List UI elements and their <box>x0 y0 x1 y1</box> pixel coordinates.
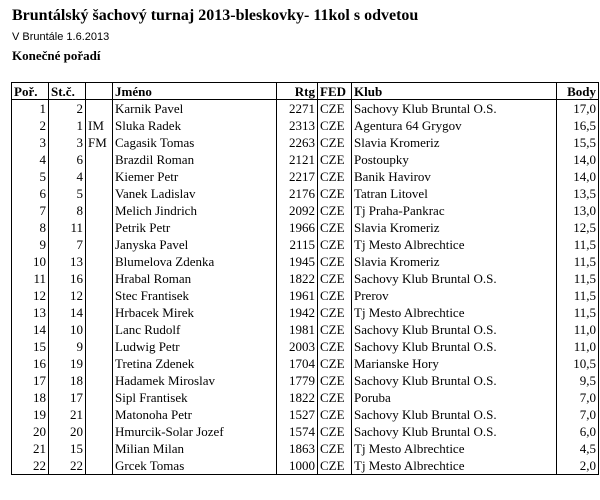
cell-fed: CZE <box>318 134 352 151</box>
cell-club: Agentura 64 Grygov <box>352 117 557 134</box>
cell-title <box>86 440 113 457</box>
cell-points: 2,0 <box>557 457 599 475</box>
cell-name: Kiemer Petr <box>113 168 277 185</box>
cell-fed: CZE <box>318 406 352 423</box>
cell-fed: CZE <box>318 321 352 338</box>
col-header-start-no: St.č. <box>49 83 86 100</box>
cell-title <box>86 406 113 423</box>
cell-points: 11,5 <box>557 270 599 287</box>
cell-title <box>86 457 113 475</box>
cell-start-no: 3 <box>49 134 86 151</box>
cell-rank: 8 <box>12 219 49 236</box>
cell-points: 11,5 <box>557 253 599 270</box>
cell-name: Karnik Pavel <box>113 100 277 118</box>
cell-points: 9,5 <box>557 372 599 389</box>
cell-rank: 22 <box>12 457 49 475</box>
cell-rating: 1527 <box>277 406 318 423</box>
cell-rank: 11 <box>12 270 49 287</box>
col-header-club: Klub <box>352 83 557 100</box>
cell-title <box>86 100 113 118</box>
cell-name: Tretina Zdenek <box>113 355 277 372</box>
cell-start-no: 20 <box>49 423 86 440</box>
cell-rating: 1822 <box>277 389 318 406</box>
cell-start-no: 10 <box>49 321 86 338</box>
cell-rank: 9 <box>12 236 49 253</box>
col-header-rank: Poř. <box>12 83 49 100</box>
cell-start-no: 1 <box>49 117 86 134</box>
standings-caption: Konečné pořadí <box>12 48 101 63</box>
cell-start-no: 2 <box>49 100 86 118</box>
cell-name: Cagasik Tomas <box>113 134 277 151</box>
cell-rank: 5 <box>12 168 49 185</box>
cell-fed: CZE <box>318 355 352 372</box>
cell-club: Tj Mesto Albrechtice <box>352 440 557 457</box>
cell-club: Tj Mesto Albrechtice <box>352 457 557 475</box>
cell-club: Sachovy Klub Bruntal O.S. <box>352 406 557 423</box>
cell-rank: 13 <box>12 304 49 321</box>
cell-name: Janyska Pavel <box>113 236 277 253</box>
cell-rank: 6 <box>12 185 49 202</box>
cell-rank: 15 <box>12 338 49 355</box>
cell-name: Matonoha Petr <box>113 406 277 423</box>
cell-rank: 7 <box>12 202 49 219</box>
cell-rating: 2121 <box>277 151 318 168</box>
cell-rating: 1779 <box>277 372 318 389</box>
cell-name: Blumelova Zdenka <box>113 253 277 270</box>
cell-fed: CZE <box>318 440 352 457</box>
cell-points: 13,5 <box>557 185 599 202</box>
cell-points: 7,0 <box>557 389 599 406</box>
cell-rank: 4 <box>12 151 49 168</box>
cell-rank: 17 <box>12 372 49 389</box>
cell-start-no: 14 <box>49 304 86 321</box>
cell-points: 11,0 <box>557 338 599 355</box>
cell-start-no: 4 <box>49 168 86 185</box>
col-header-points: Body <box>557 83 599 100</box>
cell-title <box>86 287 113 304</box>
cell-rank: 20 <box>12 423 49 440</box>
cell-points: 11,5 <box>557 304 599 321</box>
cell-fed: CZE <box>318 202 352 219</box>
cell-title <box>86 304 113 321</box>
cell-rating: 1863 <box>277 440 318 457</box>
table-row <box>12 202 599 219</box>
cell-club: Slavia Kromeriz <box>352 253 557 270</box>
cell-title <box>86 253 113 270</box>
cell-name: Hadamek Miroslav <box>113 372 277 389</box>
cell-name: Melich Jindrich <box>113 202 277 219</box>
cell-title <box>86 151 113 168</box>
cell-rating: 1704 <box>277 355 318 372</box>
cell-title <box>86 389 113 406</box>
cell-start-no: 11 <box>49 219 86 236</box>
cell-points: 17,0 <box>557 100 599 118</box>
cell-name: Milian Milan <box>113 440 277 457</box>
cell-club: Sachovy Klub Bruntal O.S. <box>352 100 557 118</box>
cell-name: Vanek Ladislav <box>113 185 277 202</box>
standings-body <box>12 100 599 475</box>
tournament-date-place: V Bruntále 1.6.2013 <box>12 31 110 43</box>
table-row <box>12 117 599 134</box>
table-row <box>12 321 599 338</box>
cell-title <box>86 168 113 185</box>
cell-club: Poruba <box>352 389 557 406</box>
cell-fed: CZE <box>318 236 352 253</box>
cell-name: Sipl Frantisek <box>113 389 277 406</box>
cell-start-no: 18 <box>49 372 86 389</box>
cell-name: Ludwig Petr <box>113 338 277 355</box>
cell-fed: CZE <box>318 423 352 440</box>
cell-start-no: 13 <box>49 253 86 270</box>
cell-fed: CZE <box>318 338 352 355</box>
cell-start-no: 7 <box>49 236 86 253</box>
cell-rank: 10 <box>12 253 49 270</box>
cell-title <box>86 202 113 219</box>
cell-points: 11,5 <box>557 287 599 304</box>
table-row <box>12 406 599 423</box>
cell-club: Prerov <box>352 287 557 304</box>
cell-title <box>86 236 113 253</box>
cell-club: Slavia Kromeriz <box>352 219 557 236</box>
cell-title <box>86 423 113 440</box>
cell-start-no: 21 <box>49 406 86 423</box>
cell-club: Sachovy Klub Bruntal O.S. <box>352 321 557 338</box>
cell-name: Grcek Tomas <box>113 457 277 475</box>
cell-fed: CZE <box>318 253 352 270</box>
col-header-rating: Rtg <box>277 83 318 100</box>
cell-rank: 12 <box>12 287 49 304</box>
cell-points: 12,5 <box>557 219 599 236</box>
cell-points: 16,5 <box>557 117 599 134</box>
cell-name: Petrik Petr <box>113 219 277 236</box>
cell-points: 10,5 <box>557 355 599 372</box>
col-header-name: Jméno <box>113 83 277 100</box>
cell-points: 11,0 <box>557 321 599 338</box>
cell-rating: 1000 <box>277 457 318 475</box>
cell-points: 14,0 <box>557 168 599 185</box>
cell-fed: CZE <box>318 287 352 304</box>
cell-fed: CZE <box>318 304 352 321</box>
table-row <box>12 219 599 236</box>
table-row <box>12 168 599 185</box>
cell-club: Tj Mesto Albrechtice <box>352 236 557 253</box>
cell-rank: 18 <box>12 389 49 406</box>
cell-rating: 2217 <box>277 168 318 185</box>
cell-points: 15,5 <box>557 134 599 151</box>
cell-club: Postoupky <box>352 151 557 168</box>
cell-rating: 1981 <box>277 321 318 338</box>
cell-rank: 3 <box>12 134 49 151</box>
cell-rating: 2176 <box>277 185 318 202</box>
cell-start-no: 15 <box>49 440 86 457</box>
cell-rank: 19 <box>12 406 49 423</box>
cell-points: 6,0 <box>557 423 599 440</box>
table-row <box>12 423 599 440</box>
cell-fed: CZE <box>318 389 352 406</box>
cell-rating: 1945 <box>277 253 318 270</box>
cell-name: Hmurcik-Solar Jozef <box>113 423 277 440</box>
cell-start-no: 6 <box>49 151 86 168</box>
cell-fed: CZE <box>318 100 352 118</box>
cell-title <box>86 355 113 372</box>
cell-club: Tj Praha-Pankrac <box>352 202 557 219</box>
cell-start-no: 19 <box>49 355 86 372</box>
cell-rank: 14 <box>12 321 49 338</box>
cell-rating: 1942 <box>277 304 318 321</box>
cell-title <box>86 185 113 202</box>
cell-rank: 16 <box>12 355 49 372</box>
cell-rank: 1 <box>12 100 49 118</box>
col-header-title <box>86 83 113 100</box>
cell-name: Stec Frantisek <box>113 287 277 304</box>
table-row <box>12 440 599 457</box>
cell-start-no: 12 <box>49 287 86 304</box>
cell-name: Hrbacek Mirek <box>113 304 277 321</box>
table-row <box>12 236 599 253</box>
cell-title: IM <box>86 117 113 134</box>
cell-start-no: 5 <box>49 185 86 202</box>
cell-club: Tj Mesto Albrechtice <box>352 304 557 321</box>
cell-rating: 1966 <box>277 219 318 236</box>
cell-rating: 2092 <box>277 202 318 219</box>
page-title: Bruntálský šachový turnaj 2013-bleskovky- 11kol s odvetou <box>12 7 419 24</box>
table-row <box>12 457 599 475</box>
cell-club: Sachovy Klub Bruntal O.S. <box>352 338 557 355</box>
cell-rating: 2115 <box>277 236 318 253</box>
cell-rating: 2263 <box>277 134 318 151</box>
table-row <box>12 270 599 287</box>
cell-club: Sachovy Klub Bruntal O.S. <box>352 423 557 440</box>
cell-points: 14,0 <box>557 151 599 168</box>
cell-points: 11,5 <box>557 236 599 253</box>
cell-title <box>86 338 113 355</box>
cell-fed: CZE <box>318 372 352 389</box>
cell-fed: CZE <box>318 151 352 168</box>
cell-title: FM <box>86 134 113 151</box>
cell-points: 13,0 <box>557 202 599 219</box>
cell-club: Tatran Litovel <box>352 185 557 202</box>
cell-fed: CZE <box>318 168 352 185</box>
cell-points: 4,5 <box>557 440 599 457</box>
cell-name: Hrabal Roman <box>113 270 277 287</box>
cell-title <box>86 321 113 338</box>
cell-fed: CZE <box>318 219 352 236</box>
cell-fed: CZE <box>318 185 352 202</box>
cell-start-no: 17 <box>49 389 86 406</box>
cell-club: Sachovy Klub Bruntal O.S. <box>352 270 557 287</box>
cell-name: Sluka Radek <box>113 117 277 134</box>
table-row <box>12 372 599 389</box>
cell-start-no: 9 <box>49 338 86 355</box>
cell-club: Slavia Kromeriz <box>352 134 557 151</box>
cell-club: Marianske Hory <box>352 355 557 372</box>
cell-fed: CZE <box>318 457 352 475</box>
cell-rating: 2313 <box>277 117 318 134</box>
table-header-row <box>12 83 599 100</box>
table-row <box>12 100 599 118</box>
cell-rank: 21 <box>12 440 49 457</box>
cell-title <box>86 270 113 287</box>
table-row <box>12 253 599 270</box>
cell-rating: 1822 <box>277 270 318 287</box>
table-row <box>12 185 599 202</box>
cell-rating: 2003 <box>277 338 318 355</box>
cell-points: 7,0 <box>557 406 599 423</box>
cell-name: Lanc Rudolf <box>113 321 277 338</box>
cell-title <box>86 219 113 236</box>
cell-title <box>86 372 113 389</box>
table-row <box>12 389 599 406</box>
cell-start-no: 22 <box>49 457 86 475</box>
cell-name: Brazdil Roman <box>113 151 277 168</box>
cell-fed: CZE <box>318 270 352 287</box>
col-header-fed: FED <box>318 83 352 100</box>
table-row <box>12 338 599 355</box>
cell-club: Banik Havirov <box>352 168 557 185</box>
cell-rating: 1961 <box>277 287 318 304</box>
cell-start-no: 16 <box>49 270 86 287</box>
table-row <box>12 355 599 372</box>
cell-fed: CZE <box>318 117 352 134</box>
cell-rating: 1574 <box>277 423 318 440</box>
table-row <box>12 304 599 321</box>
cell-start-no: 8 <box>49 202 86 219</box>
cell-club: Sachovy Klub Bruntal O.S. <box>352 372 557 389</box>
table-row <box>12 134 599 151</box>
standings-table <box>11 82 599 475</box>
table-row <box>12 151 599 168</box>
table-row <box>12 287 599 304</box>
cell-rank: 2 <box>12 117 49 134</box>
cell-rating: 2271 <box>277 100 318 118</box>
